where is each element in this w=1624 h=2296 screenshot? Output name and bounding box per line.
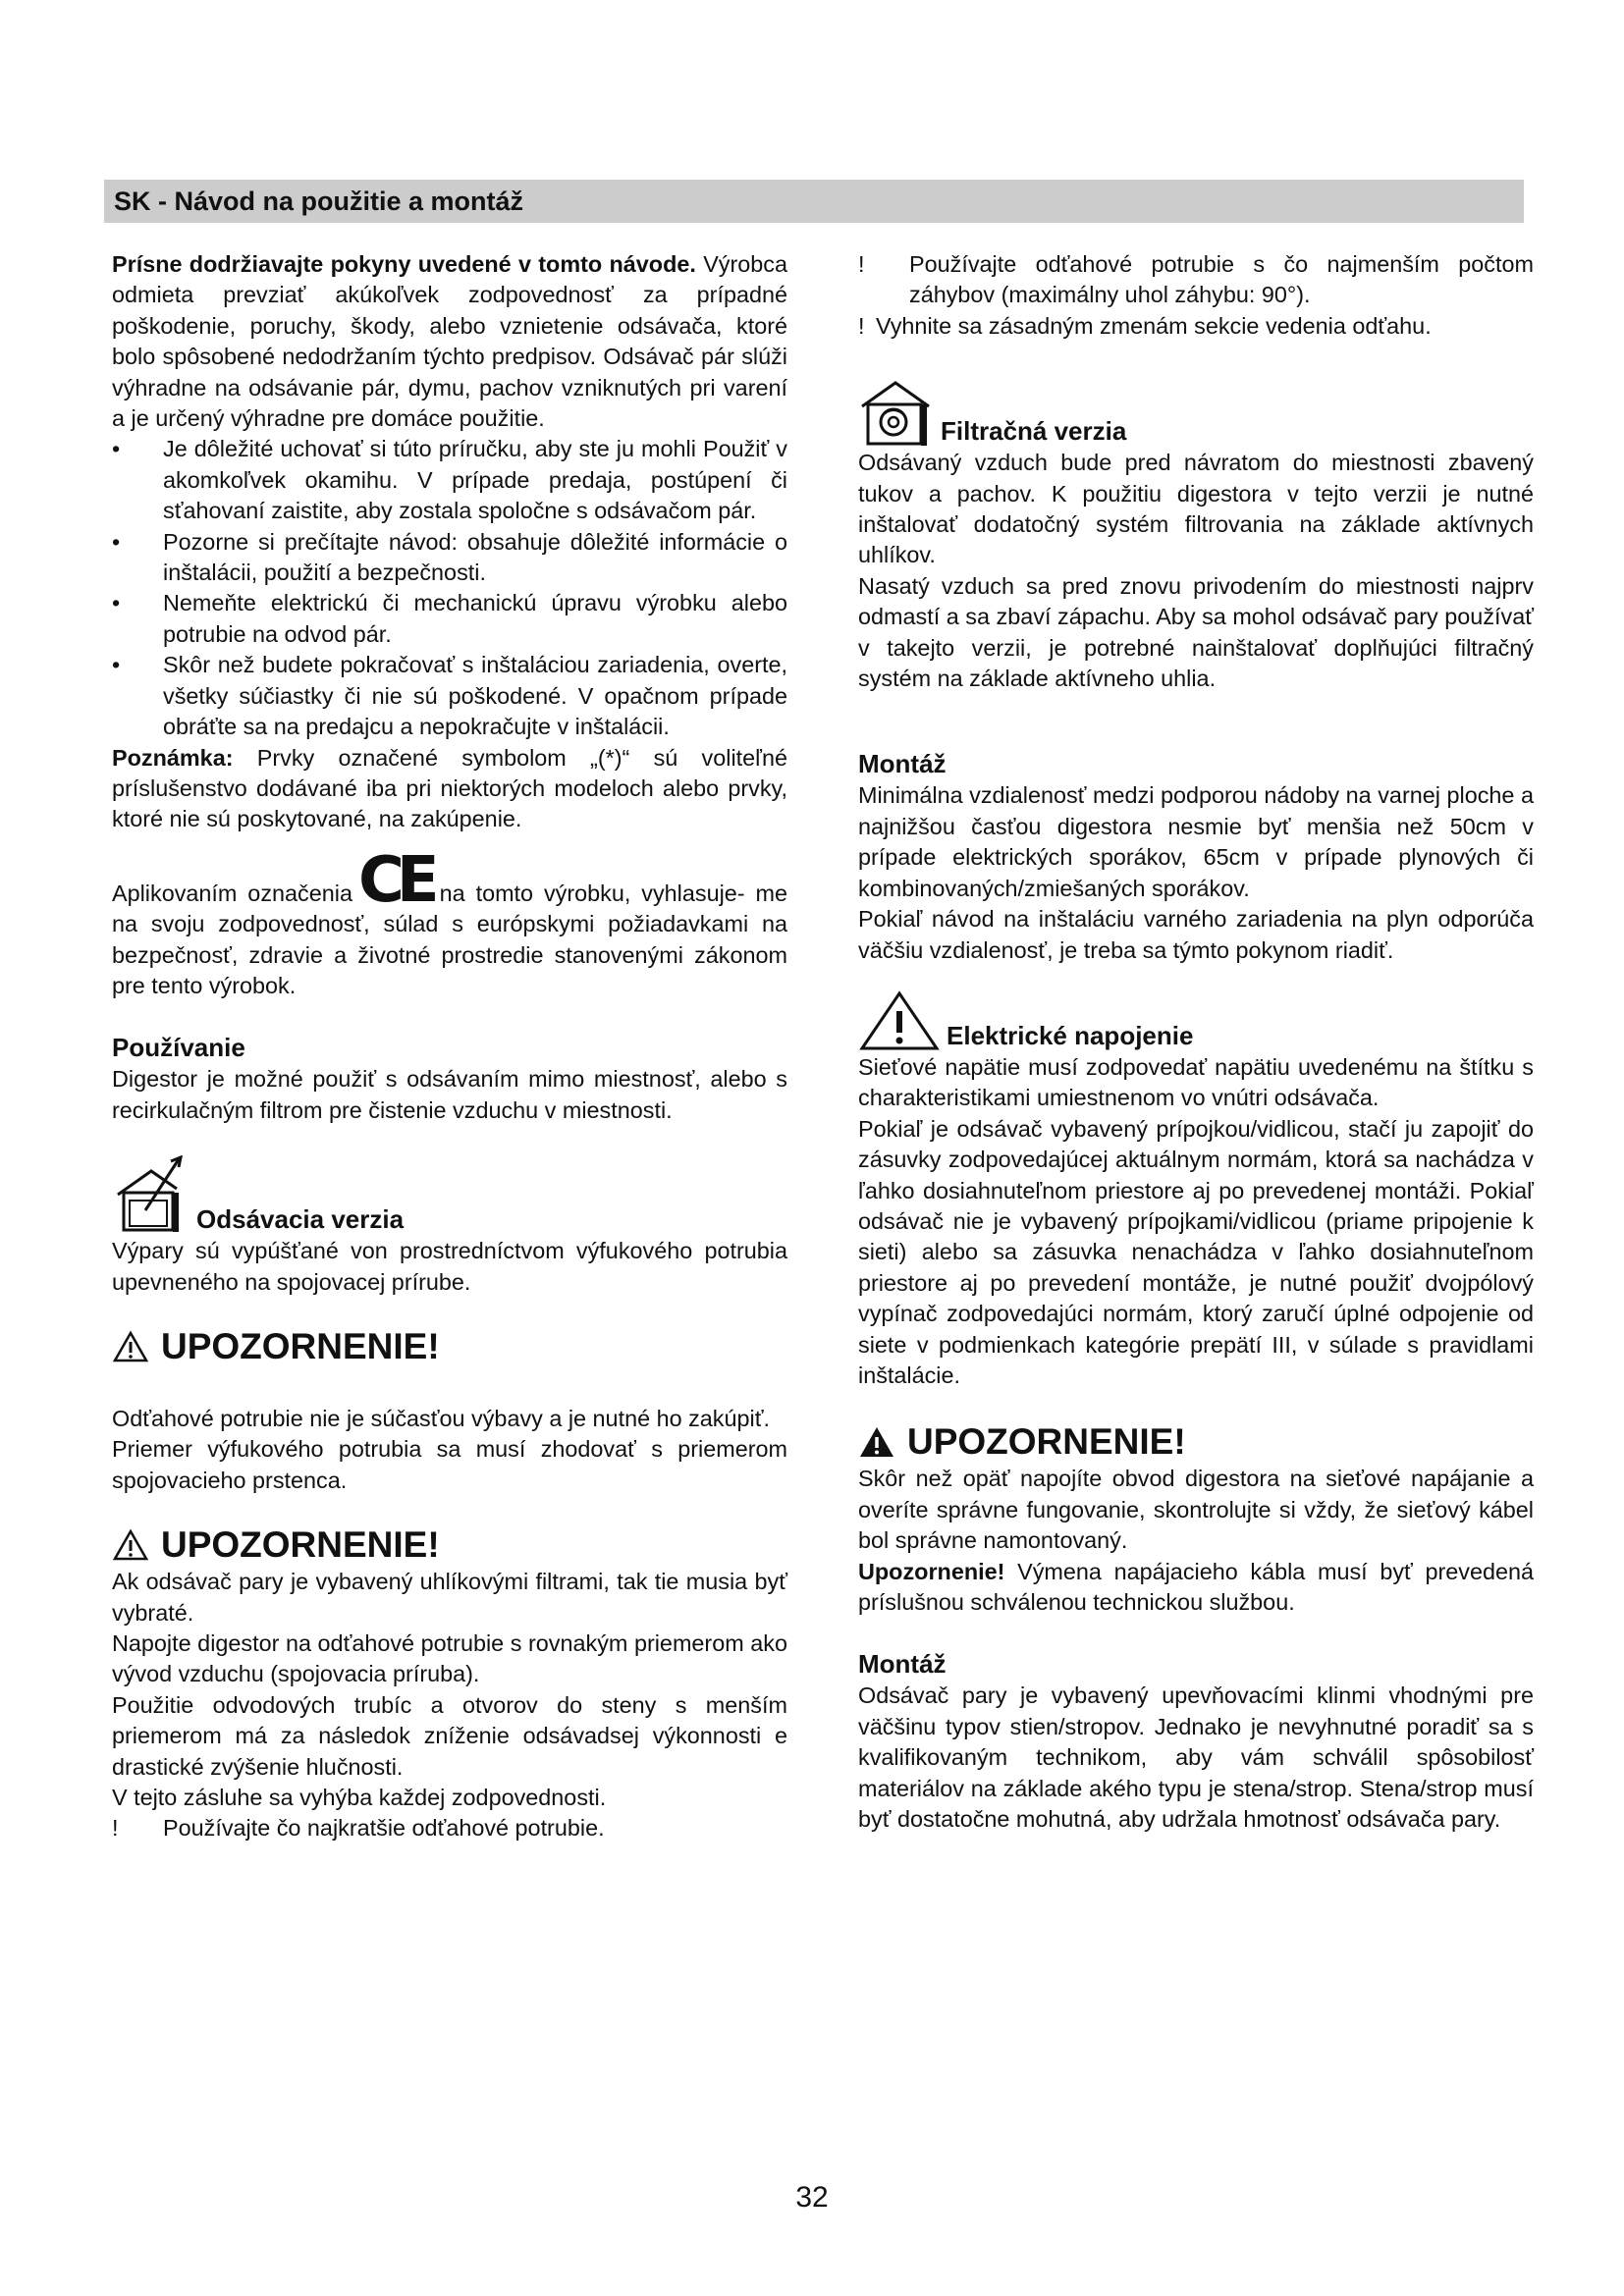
warning-title-1: UPOZORNENIE! (161, 1325, 440, 1366)
warning-heading-2 (112, 1523, 787, 1567)
montaz1-p2: Pokiaľ návod na inštaláciu varného zariadenia na plyn odporúča väčšiu vzdialenosť, je treba sa týmto pokynom riadiť. (858, 906, 1534, 963)
montaz1-p1: Minimálna vzdialenosť medzi podporou nádoby na varnej ploche a najnižšou časťou digestora nesmie byť menšia než 50cm v prípade elektrických sporákov, 65cm v prípade plynových či kombinovaných/zmiešaných sporákov. (858, 782, 1534, 901)
ce-text-before: Aplikovaním označenia (112, 880, 352, 906)
note-label: Poznámka: (112, 744, 234, 771)
section-title: SK - Návod na použitie a montáž (114, 186, 524, 216)
usage-title: Používanie (112, 1033, 245, 1063)
list-item: • Pozorne si prečítajte návod: obsahuje dôležité informácie o inštalácii, použití a bezpečnosti. (112, 527, 787, 589)
filter-house-icon (858, 375, 935, 448)
warning2-excl-text: Používajte čo najkratšie odťahové potrubie. (163, 1815, 605, 1842)
filter-p1: Odsávaný vzduch bude pred návratom do miestnosti zbavený tukov a pachov. K použitiu digestora v tejto verzii je nutné inštalovať dodatočný systém filtrovania na základe aktívnych uhlíkov. (858, 450, 1534, 568)
filter-p2: Nasatý vzduch sa pred znovu privodením do miestnosti najprv odmastí a sa zbaví zápachu. Aby sa mohol odsávač pary používať v takejto verzii, je potrebné nainštalovať doplňujúci filtračný systém na základe aktívneho uhlia. (858, 572, 1534, 692)
warning3-p2-paragraph (858, 1557, 1534, 1619)
warning3-label: Upozornenie! (858, 1558, 1005, 1584)
left-column (112, 249, 787, 1844)
usage-text: Digestor je možné použiť s odsávaním mimo miestnosť, alebo s recirkulačným filtrom pre čistenie vzduchu v miestnosti. (112, 1066, 787, 1123)
warning2-p4: V tejto zásluhe sa vyhýba každej zodpovednosti. (112, 1785, 607, 1811)
exclamation-mark: ! (858, 251, 865, 277)
warning2-p2: Napojte digestor na odťahové potrubie s rovnakým priemerom ako vývod vzduchu (spojovacia príruba). (112, 1630, 787, 1687)
exhaust-title: Odsávacia verzia (196, 1204, 405, 1235)
warning1-p2: Priemer výfukového potrubia sa musí zhodovať s priemerom spojovacieho prstenca. (112, 1436, 787, 1493)
warning-triangle-icon (112, 1528, 149, 1562)
safety-bullets (112, 434, 787, 742)
electric-title: Elektrické napojenie (947, 1020, 1194, 1050)
warning-triangle-icon (112, 1330, 149, 1363)
warning2-p1: Ak odsávač pary je vybavený uhlíkovými filtrami, tak tie musia byť vybraté. (112, 1569, 787, 1626)
warning-heading-1 (112, 1325, 787, 1368)
filter-title: Filtračná verzia (941, 416, 1127, 447)
electric-heading (858, 989, 1534, 1052)
ce-paragraph (112, 843, 788, 1002)
warning-title-3: UPOZORNENIE! (907, 1421, 1186, 1463)
intro-paragraph (112, 249, 787, 434)
ce-mark-icon: CE (357, 843, 432, 917)
warning2-exclamation (112, 1813, 787, 1843)
pipe-note-1 (858, 249, 1534, 311)
ce-text-after: na tomto výrobku, vyhlasuje- (439, 880, 745, 906)
montaz-title-1: Montáž (858, 749, 947, 779)
montaz-title-2: Montáž (858, 1649, 947, 1680)
list-item: • Skôr než budete pokračovať s inštaláciou zariadenia, overte, všetky súčiastky či nie sú poškodené. V opačnom prípade obráťte sa na predajcu a nepokračujte v inštalácii. (112, 650, 787, 742)
warning-triangle-icon (858, 989, 941, 1052)
intro-text: Výrobca odmieta prevziať akúkoľvek zodpovednosť za prípadné poškodenie, poruchy, škody, alebo vznietenie odsávača, ktoré bolo spôsobené nedodržaním týchto predpisov. Odsávač pár slúži výhradne na odsávanie pár, dymu, pachov vzniknutých pri varení a je určený výhradne pre domáce použitie. (112, 251, 787, 432)
page-number: 32 (795, 2181, 829, 2214)
ce-text-rest: me na svoju zodpovednosť, súlad s európskymi požiadavkami na bezpečnosť, zdravie a životné prostredie stanovenými zákonom pre tento výrobok. (112, 880, 788, 998)
warning1-p1: Odťahové potrubie nie je súčasťou výbavy a je nutné ho zakúpiť. (112, 1405, 770, 1431)
pipe-note-2-text: Vyhnite sa zásadným zmenám sekcie vedenia odťahu. (876, 312, 1432, 339)
warning-title-2: UPOZORNENIE! (161, 1524, 440, 1566)
warning3-p1: Skôr než opäť napojíte obvod digestora na sieťové napájanie a overíte správne fungovanie, skontrolujte si vždy, že sieťový kábel bol správne namontovaný. (858, 1466, 1534, 1554)
list-item: • Nemeňte elektrickú či mechanickú úpravu výrobku alebo potrubie na odvod pár. (112, 588, 787, 650)
pipe-note-2 (858, 311, 1534, 342)
intro-bold: Prísne dodržiavajte pokyny uvedené v tomto návode. (112, 251, 696, 277)
exhaust-house-icon (112, 1155, 190, 1236)
filter-heading (858, 375, 1534, 448)
warning-triangle-filled-icon (858, 1425, 895, 1459)
warning2-p3: Použitie odvodových trubíc a otvorov do steny s menším priemerom má za následok zníženie odsávadsej výkonnosti e drastické zvýšenie hlučnosti. (112, 1691, 787, 1780)
warning-heading-3 (858, 1420, 1534, 1464)
montaz2-p1: Odsávač pary je vybavený upevňovacími klinmi vhodnými pre väčšinu typov stien/stropov. Jednako je nevyhnutné poradiť sa s kvalifikovaným technikom, aby vám schválil spôsobilosť materiálov na základe akého typu je stena/strop. Stena/strop musí byť dostatočne mohutná, aby udržala hmotnosť odsávača pary. (858, 1682, 1534, 1833)
exhaust-heading (112, 1155, 787, 1236)
list-item: • Je dôležité uchovať si túto príručku, aby ste ju mohli Použiť v akomkoľvek okamihu. V prípade predaja, postúpení či sťahovaní zaistite, aby zostala spoločne s odsávačom pár. (112, 434, 787, 526)
note-paragraph (112, 743, 787, 835)
warning3-p2: Výmena napájacieho kábla musí byť prevedená príslušnou schválenou technickou službou. (858, 1558, 1535, 1615)
exclamation-mark: ! (858, 312, 865, 339)
exhaust-text: Výpary sú vypúšťané von prostredníctvom výfukového potrubia upevneného na spojovacej prírube. (112, 1238, 787, 1295)
right-column (858, 249, 1534, 1835)
note-text: Prvky označené symbolom „(*)“ sú voliteľné príslušenstvo dodávané iba pri niektorých modeloch alebo prvky, ktoré nie sú poskytované, na zakúpenie. (112, 744, 787, 832)
pipe-note-1-text: Používajte odťahové potrubie s čo najmenším počtom záhybov (maximálny uhol záhybu: 90°). (909, 251, 1534, 308)
exclamation-mark: ! (112, 1815, 119, 1842)
electric-p1: Sieťové napätie musí zodpovedať napätiu uvedenému na štítku s charakteristikami umiestnenom vo vnútri odsávača. (858, 1053, 1534, 1111)
electric-p2: Pokiaľ je odsávač vybavený prípojkou/vidlicou, stačí ju zapojiť do zásuvky zodpovedajúcej aktuálnym normám, ktorá sa nachádza v ľahko dosiahnuteľnom priestore aj po prevedenej montáži. Pokiaľ odsávač nie je vybavený prípojkami/vidlicou (priame pripojenie k sieti) alebo sa zásuvka nenachádza v ľahko dosiahnuteľnom priestore aj po prevedení montáže, je nutné použiť dvojpólový vypínač zodpovedajúci normám, ktorý zaručí úplné odpojenie od siete v podmienkach kategórie prepätí III, v súlade s pravidlami inštalácie. (858, 1115, 1534, 1388)
section-header (104, 180, 1524, 223)
